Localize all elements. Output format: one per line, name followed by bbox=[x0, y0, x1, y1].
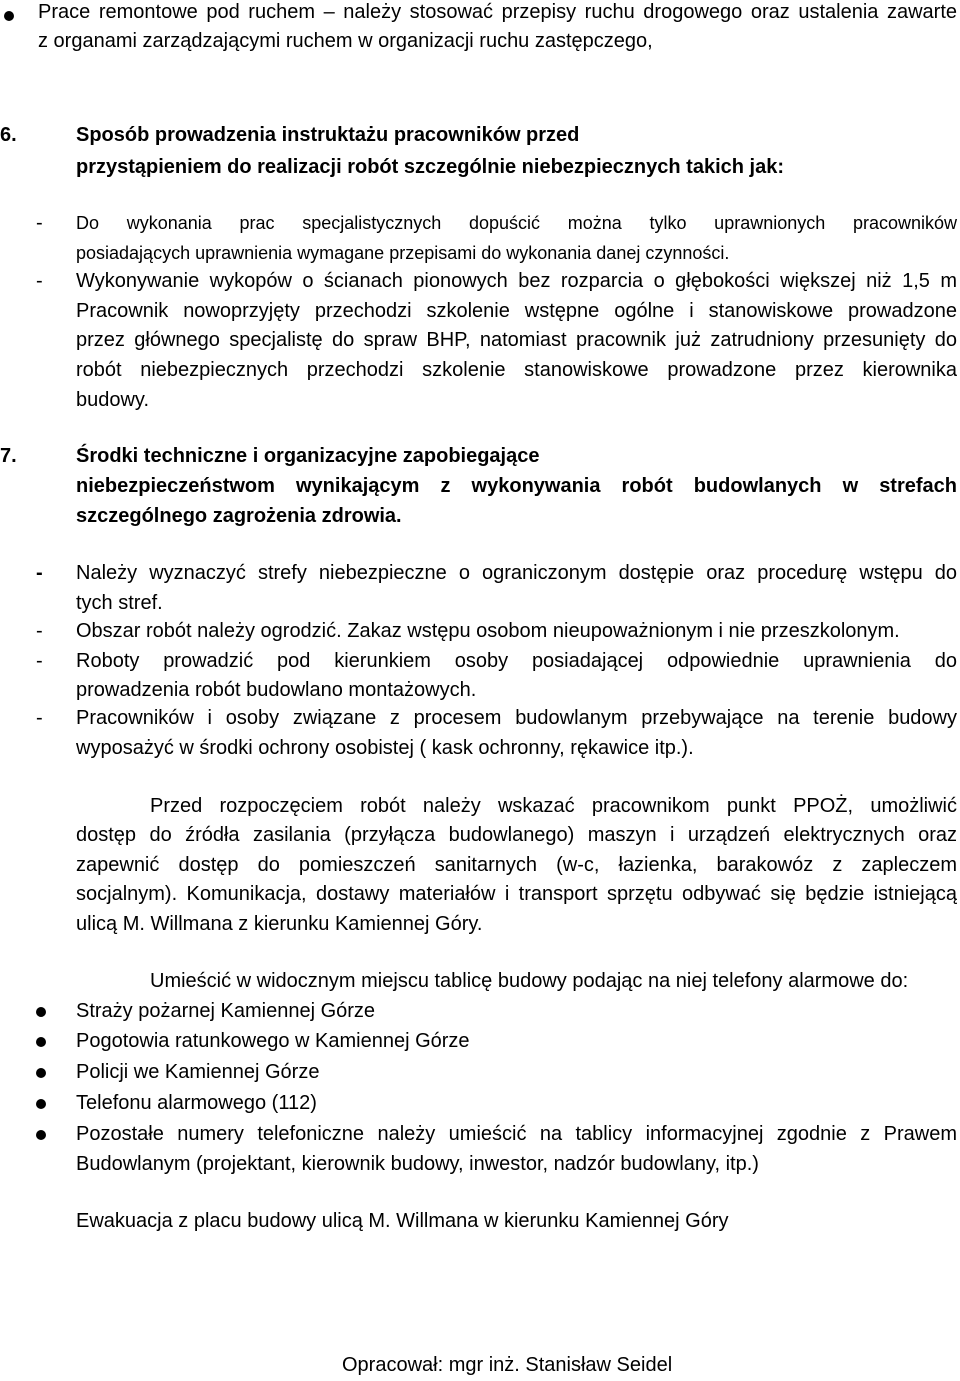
bullet-item: Straży pożarnej Kamiennej Górze bbox=[76, 1000, 376, 1022]
bullet-item: Pozostałe numery telefoniczne należy umieścić na tablicy informacyjnej zgodnie z Prawem bbox=[76, 1123, 957, 1145]
list-item-line: tych stref. bbox=[76, 592, 163, 614]
list-item-line: Wykonywanie wykopów o ścianach pionowych bez rozparcia o głębokości większej niż 1,5 m bbox=[76, 270, 957, 292]
section-number: 7. bbox=[0, 445, 17, 467]
paragraph-line: zapewnić dostęp do pomieszczeń sanitarnych (w-c, łazienka, barakowóz z zapleczem bbox=[76, 854, 957, 876]
list-dash: - bbox=[36, 212, 43, 234]
list-dash: - bbox=[36, 562, 43, 584]
list-item-line: Roboty prowadzić pod kierunkiem osoby posiadającej odpowiednie uprawnienia do bbox=[76, 650, 957, 672]
list-dash: - bbox=[36, 650, 43, 672]
list-dash: - bbox=[36, 620, 43, 642]
intro-line: z organami zarządzającymi ruchem w organizacji ruchu zastępczego, bbox=[38, 30, 653, 52]
bullet-item: Pogotowia ratunkowego w Kamiennej Górze bbox=[76, 1030, 470, 1052]
list-dash: - bbox=[36, 270, 43, 292]
list-item-line: Obszar robót należy ogrodzić. Zakaz wstępu osobom nieupoważnionym i nie przeszkolonym. bbox=[76, 620, 900, 642]
paragraph-line: socjalnym). Komunikacja, dostawy materiałów i transport sprzętu odbywać się będzie istniejącą bbox=[76, 883, 957, 905]
bullet-icon bbox=[36, 1007, 46, 1017]
list-item-line: Należy wyznaczyć strefy niebezpieczne o ograniczonym dostępie oraz procedurę wstępu do bbox=[76, 562, 957, 584]
paragraph-line: dostęp do źródła zasilania (przyłącza budowlanego) maszyn i urządzeń elektrycznych oraz bbox=[76, 824, 957, 846]
bullet-item: Budowlanym (projektant, kierownik budowy, inwestor, nadzór budowlany, itp.) bbox=[76, 1153, 759, 1175]
bullet-icon bbox=[36, 1099, 46, 1109]
bullet-icon bbox=[4, 11, 14, 21]
section-heading: Środki techniczne i organizacyjne zapobiegające bbox=[76, 445, 540, 467]
bullet-item: Policji we Kamiennej Górze bbox=[76, 1061, 320, 1083]
paragraph-line: Przed rozpoczęciem robót należy wskazać pracownikom punkt PPOŻ, umożliwić bbox=[150, 795, 957, 817]
paragraph-line: ulicą M. Willmana z kierunku Kamiennej Góry. bbox=[76, 913, 483, 935]
section-heading: Sposób prowadzenia instruktażu pracowników przed bbox=[76, 124, 580, 146]
bullet-icon bbox=[36, 1130, 46, 1140]
intro-line: Prace remontowe pod ruchem – należy stosować przepisy ruchu drogowego oraz ustalenia zawarte bbox=[38, 1, 957, 23]
section-heading: przystąpieniem do realizacji robót szczególnie niebezpiecznych takich jak: bbox=[76, 156, 784, 178]
list-dash: - bbox=[36, 707, 43, 729]
list-item-line: Pracowników i osoby związane z procesem budowlanym przebywające na terenie budowy bbox=[76, 707, 957, 729]
list-item-line: Do wykonania prac specjalistycznych dopuścić można tylko uprawnionych pracowników bbox=[76, 213, 957, 233]
section-heading: szczególnego zagrożenia zdrowia. bbox=[76, 505, 402, 527]
list-item-line: wyposażyć w środki ochrony osobistej ( kask ochronny, rękawice itp.). bbox=[76, 737, 694, 759]
board-lead: Umieścić w widocznym miejscu tablicę budowy podając na niej telefony alarmowe do: bbox=[150, 970, 909, 992]
section-heading: niebezpieczeństwom wynikającym z wykonywania robót budowlanych w strefach bbox=[76, 475, 957, 497]
bullet-icon bbox=[36, 1037, 46, 1047]
list-item-line: przez głównego specjalistę do spraw BHP, natomiast pracownik już zatrudniony przesunięty do bbox=[76, 329, 957, 351]
list-item-line: Pracownik nowoprzyjęty przechodzi szkolenie wstępne ogólne i stanowiskowe prowadzone bbox=[76, 300, 957, 322]
list-item-line: robót niebezpiecznych przechodzi szkolenie stanowiskowe prowadzone przez kierownika bbox=[76, 359, 957, 381]
author-signature: Opracował: mgr inż. Stanisław Seidel bbox=[342, 1354, 673, 1376]
list-item-line: prowadzenia robót budowlano montażowych. bbox=[76, 679, 477, 701]
evacuation-note: Ewakuacja z placu budowy ulicą M. Willmana w kierunku Kamiennej Góry bbox=[76, 1210, 729, 1232]
bullet-icon bbox=[36, 1068, 46, 1078]
list-item-line: posiadających uprawnienia wymagane przepisami do wykonania danej czynności. bbox=[76, 243, 730, 263]
section-number: 6. bbox=[0, 124, 17, 146]
list-item-line: budowy. bbox=[76, 389, 150, 411]
bullet-item: Telefonu alarmowego (112) bbox=[76, 1092, 317, 1114]
